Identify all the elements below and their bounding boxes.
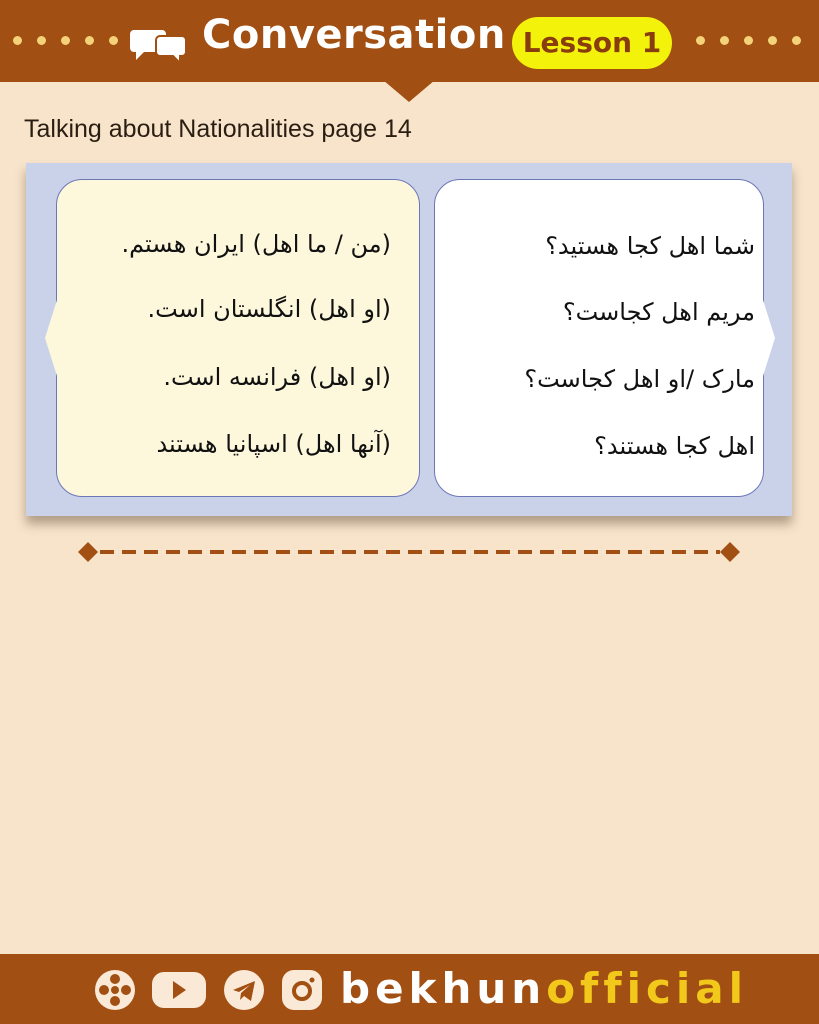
question-line: مریم اهل کجاست؟	[562, 298, 755, 326]
conversation-card	[26, 163, 792, 516]
footer-bar	[0, 954, 819, 1024]
answer-line: (من / ما اهل) ایران هستم.	[121, 230, 391, 258]
answer-line: (او اهل) فرانسه است.	[163, 363, 391, 391]
dashed-divider	[76, 538, 744, 566]
chat-bubbles-icon	[130, 24, 188, 64]
answers-panel-bulge	[45, 300, 57, 376]
questions-panel-bulge	[763, 300, 775, 376]
header-dots-right	[696, 36, 801, 45]
question-line: شما اهل کجا هستید؟	[545, 232, 755, 260]
lesson-badge: Lesson 1	[512, 17, 672, 69]
header-dots-left	[13, 36, 118, 45]
header-notch	[383, 80, 435, 102]
answer-line: (او اهل) انگلستان است.	[147, 295, 391, 323]
brand-handle	[340, 964, 748, 1013]
section-subtitle: Talking about Nationalities page 14	[24, 115, 412, 143]
question-line: اهل کجا هستند؟	[594, 432, 755, 460]
answers-panel	[56, 179, 420, 497]
brand-handle-part1: bekhun	[340, 964, 547, 1013]
answer-line: (آنها اهل) اسپانیا هستند	[156, 430, 391, 458]
film-reel-icon[interactable]	[93, 968, 137, 1012]
instagram-icon[interactable]	[280, 968, 324, 1012]
brand-handle-part2: official	[546, 964, 749, 1013]
page-title: Conversation	[202, 12, 506, 58]
youtube-icon[interactable]	[150, 968, 208, 1012]
header-bar	[0, 0, 819, 82]
questions-panel	[434, 179, 764, 497]
question-line: مارک /او اهل کجاست؟	[524, 365, 755, 393]
telegram-icon[interactable]	[222, 968, 266, 1012]
